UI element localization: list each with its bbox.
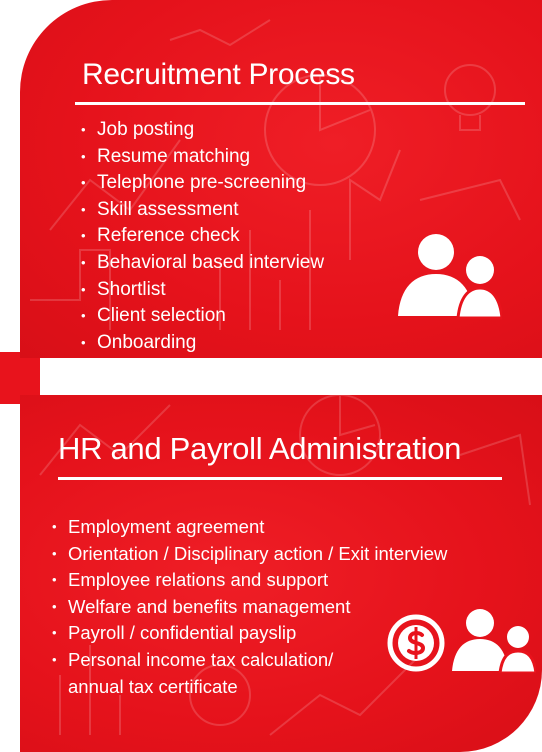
list-item: • Reference check [97,223,324,250]
recruitment-list [97,117,324,356]
list-item: • Welfare and benefits management [68,594,447,621]
hr-payroll-title: HR and Payroll Administration [58,431,462,466]
list-item: • Shortlist [97,277,324,304]
title-divider [75,102,525,105]
people-icon [450,607,536,673]
dollar-coin-icon [386,613,446,673]
recruitment-panel [20,0,542,358]
people-icon [398,232,502,320]
list-item: • Onboarding [97,330,324,357]
list-item: • Behavioral based interview [97,250,324,277]
list-item: • Client selection [97,303,324,330]
title-divider [58,477,502,480]
list-item: • Telephone pre-screening [97,170,324,197]
list-item: • Employee relations and support [68,567,447,594]
list-item: • Resume matching [97,144,324,171]
list-item: • Personal income tax calculation/ annual tax certificate [68,647,378,700]
recruitment-title: Recruitment Process [82,58,355,91]
panel-gap [40,358,542,395]
list-item: • Employment agreement [68,514,447,541]
list-item: • Payroll / confidential payslip [68,620,447,647]
list-item: • Job posting [97,117,324,144]
list-item: • Skill assessment [97,197,324,224]
list-item: • Orientation / Disciplinary action / Exit interview [68,541,447,568]
hr-payroll-panel [20,395,542,752]
